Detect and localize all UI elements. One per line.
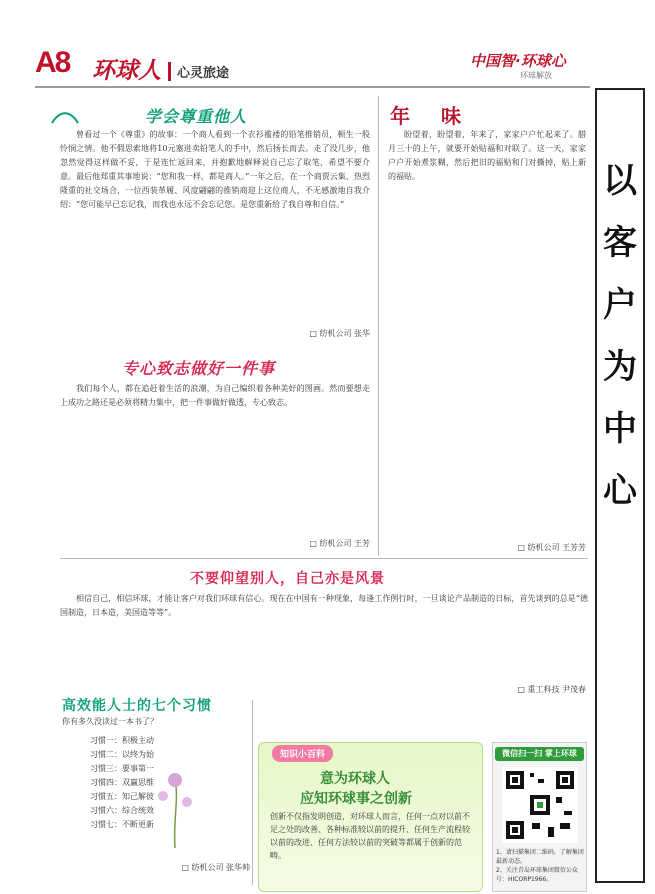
section-rule xyxy=(60,558,588,559)
company-logo: 中国智·环球心 xyxy=(470,52,566,70)
qr-code-icon[interactable] xyxy=(502,767,578,843)
habit-item: 习惯五：知己解彼 xyxy=(90,792,154,801)
article3-body: 盼望着，盼望着，年来了，家家户户忙起来了。腊月三十的上午，就要开始贴福和对联了。这一天，家家户户开始煮浆糊，然后把旧的福贴和门对撕掉，贴上新的福贴。 xyxy=(388,130,586,181)
article2-body: 我们每个人，都在追赶着生活的浪潮，为自己编织着各种美好的图画。然而要想走上成功之路还是必须将精力集中，把一件事做好做透，专心致志。 xyxy=(60,384,370,407)
article4-title: 不要仰望别人，自己亦是风景 xyxy=(190,571,385,587)
knowledge-tag: 知识小百科 xyxy=(272,745,333,762)
habit-item: 习惯四：双赢思维 xyxy=(90,778,154,787)
qr-notes xyxy=(496,848,584,884)
column-divider xyxy=(378,96,379,556)
article4-byline: □ 重工科技 尹茂春 xyxy=(517,685,586,694)
article5-intro: 你有多久没读过一本书了？ xyxy=(62,717,158,726)
article3-byline: □ 纺机公司 王芳芳 xyxy=(517,543,586,552)
article4-body: 相信自己，相信环球，才能让客户对我们环球有信心。现在在中国有一种现象，每逢工作例行时，一旦谈论产品制造的日标，首先谈到的总是“德国制造，日本造，美国造等等”。 xyxy=(60,594,588,617)
flower-icon xyxy=(145,770,205,850)
knowledge-title: 意为环球人 xyxy=(320,771,390,787)
column-divider xyxy=(252,700,253,885)
habit-item: 习惯一：积极主动 xyxy=(90,736,154,745)
brand-title: 环球人 xyxy=(92,58,161,84)
article5-title: 高效能人士的七个习惯 xyxy=(62,698,212,714)
habit-item: 习惯二：以终为始 xyxy=(90,750,154,759)
ornament-icon xyxy=(50,108,80,128)
qr-header: 微信扫一扫 掌上环球 xyxy=(495,747,584,761)
slogan-text: 以客户为中心 xyxy=(603,161,637,511)
knowledge-subtitle: 应知环球事之创新 xyxy=(300,791,412,807)
habit-item: 习惯六：综合统效 xyxy=(90,806,154,815)
header-rule xyxy=(35,86,590,88)
knowledge-body: 创新不仅指发明创造，对环球人而言，任何一点对以前不足之处的改善、各种标准较以前的提升、任何生产流程较以前的改进、任何方法较以前的突破等都属于创新的范畴。 xyxy=(270,812,470,860)
page-number: A8 xyxy=(35,46,70,79)
article1-body: 曾看过一个《尊重》的故事：一个商人看到一个衣衫褴褛的铅笔推销员，顿生一股怜悯之情。他不假思索地将10元塞进卖铅笔人的手中，然后扬长而去。走了没几步，他忽然觉得这样做不妥，于是连忙返回来，并抱歉地解释说自己忘了取笔，希望不要介意。最后他郑重其事地说：“您和我一样，都是商人。”一年之后，在一个商贾云集、热烈隆重的社交场合，一位西装革履、风度翩翩的推销商迎上这位商人，不无感激地自我介绍：“您可能早已忘记我，而我也永远不会忘记您。是您重新给了我自尊和自信。” xyxy=(60,130,370,209)
article2-title: 专心致志做好一件事 xyxy=(122,359,276,378)
article1-byline: □ 纺机公司 张华 xyxy=(309,329,370,338)
article1-title: 学会尊重他人 xyxy=(145,107,248,126)
company-logo-sub: 环球解放 xyxy=(520,71,552,80)
article2-byline: □ 纺机公司 王芳 xyxy=(309,539,370,548)
section-title: 心灵旅途 xyxy=(168,62,229,81)
article5-byline: □ 纺机公司 张华帅 xyxy=(181,863,250,872)
habit-item: 习惯三：要事第一 xyxy=(90,764,154,773)
article3-title: 年 味 xyxy=(390,104,473,128)
qr-note: 2、关注青岛环球集团微信公众号：HICORP1966。 xyxy=(496,867,578,883)
habit-item: 习惯七：不断更新 xyxy=(90,820,154,829)
qr-note: 1、请扫描集团二维码，了解集团最新动态。 xyxy=(496,849,584,865)
